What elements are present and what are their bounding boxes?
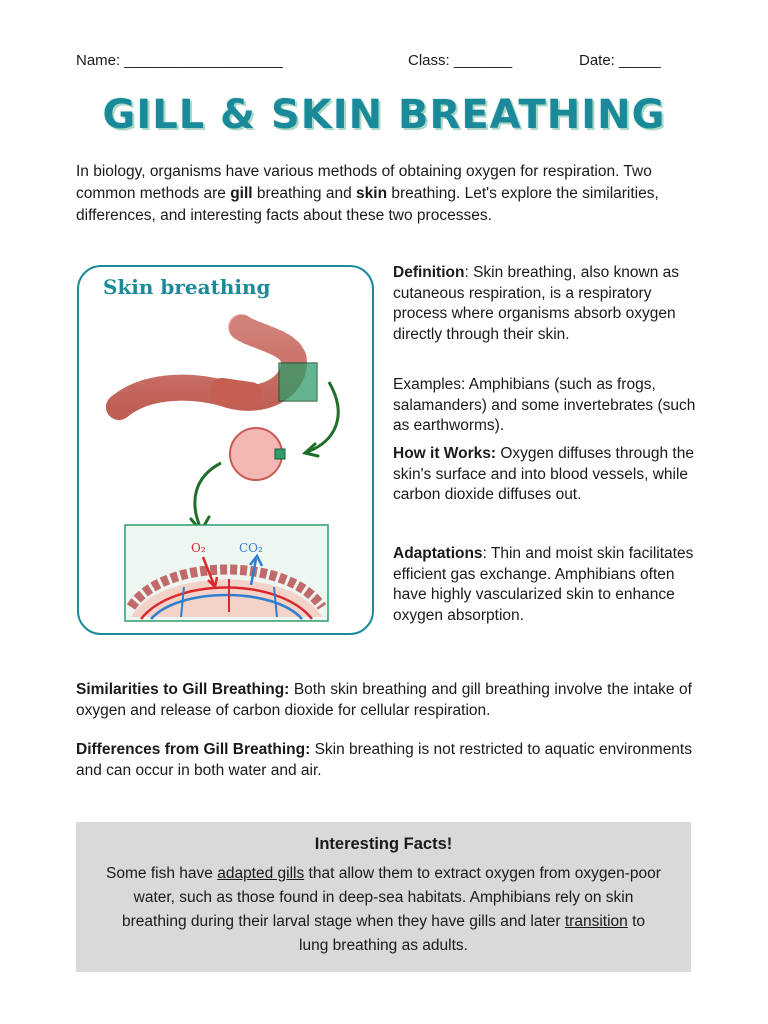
date-field[interactable]: Date: _____ xyxy=(579,52,661,69)
facts-text-1: Some fish have xyxy=(106,865,218,882)
similarities-section xyxy=(76,680,692,721)
adaptations-label: Adaptations xyxy=(393,545,483,562)
earthworm-diagram xyxy=(79,267,374,635)
skin-breathing-illustration xyxy=(77,265,374,635)
o2-label: O₂ xyxy=(191,541,206,555)
illustration-label: Skin breathing xyxy=(103,275,271,299)
co2-label: CO₂ xyxy=(239,541,263,555)
zoom-box-worm xyxy=(279,363,317,401)
transition-link[interactable]: transition xyxy=(564,913,628,930)
adaptations-section xyxy=(393,544,698,626)
intro-gill-term: gill xyxy=(230,185,253,202)
differences-section xyxy=(76,740,692,781)
intro-paragraph xyxy=(76,161,696,227)
definition-label: Definition xyxy=(393,264,465,281)
examples-section: Examples: Amphibians (such as frogs, salamanders) and some invertebrates (such as earthworms). xyxy=(393,376,696,434)
intro-text-1: In biology, organisms have various methods of obtaining oxygen for respiration. Two common methods are xyxy=(76,163,652,202)
how-it-works-label: How it Works: xyxy=(393,445,497,462)
zoom-box-cell xyxy=(275,449,285,459)
definition-text: : Skin breathing, also known as cutaneous respiration, is a respiratory process where organisms absorb oxygen directly through their skin. xyxy=(393,264,680,343)
how-it-works-section xyxy=(393,444,698,506)
facts-text-2: that allow them to extract oxygen from oxygen-poor water, such as those found in deep-sea habitats. Amphibians rely on skin breathing during their larval stage when they have gills and later xyxy=(121,865,661,930)
similarities-text: Both skin breathing and gill breathing involve the intake of oxygen and release of carbon dioxide for cellular respiration. xyxy=(76,681,692,719)
differences-label: Differences from Gill Breathing: xyxy=(76,741,311,758)
intro-text-2: breathing and xyxy=(252,185,357,202)
how-it-works-text: Oxygen diffuses through the skin's surface and into blood vessels, while carbon dioxide diffuses out. xyxy=(393,445,694,503)
intro-skin-term: skin xyxy=(356,185,388,202)
adaptations-text: : Thin and moist skin facilitates efficient gas exchange. Amphibians often have highly vascularized skin to enhance oxygen absorption. xyxy=(393,545,694,624)
intro-text-3: breathing. Let's explore the similarities, differences, and interesting facts about these two processes. xyxy=(76,185,659,224)
interesting-facts-box xyxy=(76,822,691,972)
differences-text: Skin breathing is not restricted to aquatic environments and can occur in both water and air. xyxy=(76,741,692,779)
skin-cell-circle xyxy=(230,428,282,480)
adapted-gills-link[interactable]: adapted gills xyxy=(217,865,305,882)
facts-text-3: to lung breathing as adults. xyxy=(299,913,646,954)
class-field[interactable]: Class: _______ xyxy=(408,52,513,69)
definition-section xyxy=(393,263,698,345)
page-title: GILL & SKIN BREATHING xyxy=(102,92,666,138)
header-fields xyxy=(76,52,692,74)
similarities-label: Similarities to Gill Breathing: xyxy=(76,681,290,698)
name-field[interactable]: Name: ___________________ xyxy=(76,52,283,69)
facts-title: Interesting Facts! xyxy=(314,835,453,853)
facts-body xyxy=(106,862,661,958)
